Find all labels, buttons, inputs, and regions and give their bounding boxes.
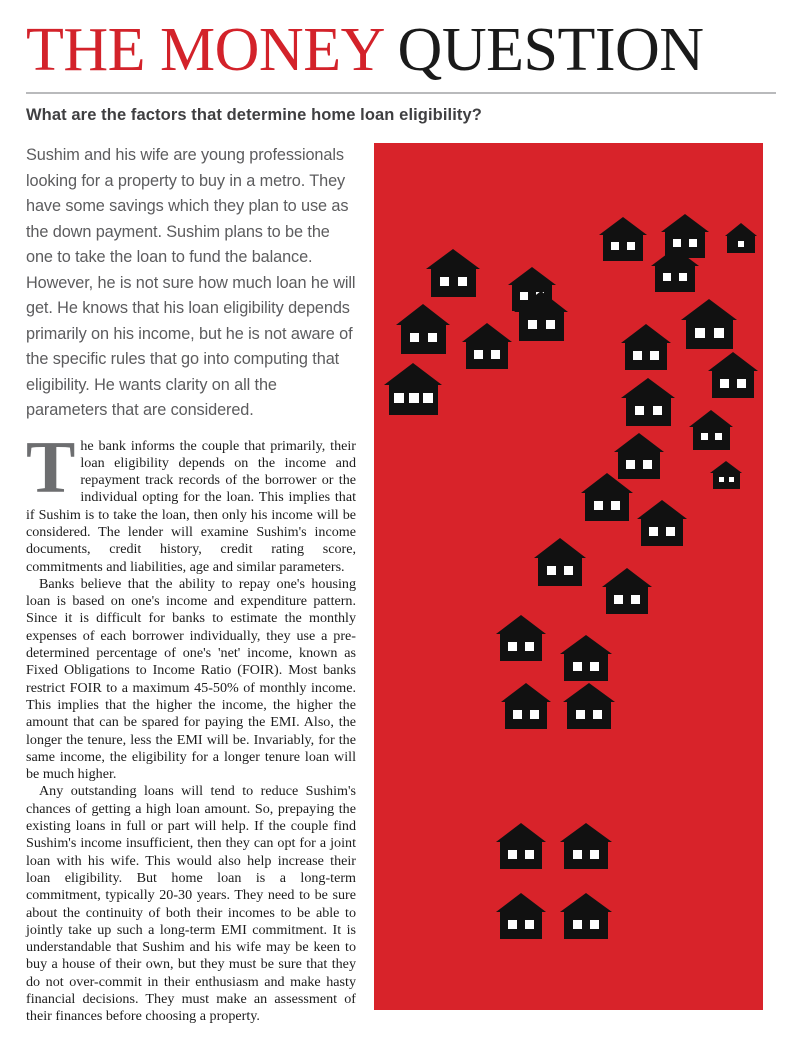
- house-body: [466, 342, 508, 369]
- house-window: [673, 239, 681, 247]
- house-body: [585, 493, 629, 521]
- house-window: [738, 241, 744, 247]
- house-window: [508, 850, 517, 859]
- house-roof: [384, 363, 442, 385]
- house-window: [576, 710, 585, 719]
- house-roof: [689, 410, 733, 427]
- house-window: [593, 710, 602, 719]
- house-window: [440, 277, 449, 286]
- house-window: [719, 477, 724, 482]
- house-icon: [501, 683, 551, 729]
- house-icon: [599, 217, 647, 261]
- house-roof: [501, 683, 551, 702]
- article-subhead: What are the factors that determine home loan eligibility?: [26, 106, 482, 124]
- house-window: [720, 379, 729, 388]
- house-roof: [581, 473, 633, 493]
- house-roof: [651, 248, 699, 266]
- house-roof: [602, 568, 652, 587]
- house-window: [491, 350, 500, 359]
- house-icon: [621, 378, 675, 426]
- house-icon: [496, 823, 546, 869]
- house-window: [525, 850, 534, 859]
- house-window: [508, 920, 517, 929]
- house-window: [635, 406, 644, 415]
- house-icon: [689, 410, 733, 450]
- house-icon: [534, 538, 586, 586]
- body-paragraph-1: he bank informs the couple that primarily, their loan eligibility depends on the income and repayment track records of the borrower or the individual opting for the loan. This implies that if Sushim is to take the loan, then only his income will be considered. The lender will examine Sushim's income documents, credit history, credit rating score, commitments and liabilities, age and similar parameters.: [26, 437, 356, 575]
- house-icon: [651, 248, 699, 292]
- house-window: [423, 393, 433, 403]
- house-icon: [681, 299, 737, 349]
- house-window: [614, 595, 623, 604]
- house-window: [715, 433, 722, 440]
- house-roof: [534, 538, 586, 558]
- house-roof: [560, 823, 612, 842]
- house-icon: [426, 249, 480, 297]
- house-body: [713, 473, 740, 489]
- house-window: [573, 920, 582, 929]
- house-icon: [724, 223, 757, 253]
- house-window: [650, 351, 659, 360]
- house-roof: [621, 378, 675, 398]
- house-window: [546, 320, 555, 329]
- header-divider: [26, 92, 776, 94]
- house-body: [603, 235, 643, 261]
- house-icon: [708, 352, 758, 398]
- house-icon: [560, 823, 612, 869]
- house-body: [519, 312, 564, 341]
- house-window: [590, 662, 599, 671]
- house-roof: [637, 500, 687, 519]
- house-icon: [602, 568, 652, 614]
- house-roof: [462, 323, 512, 342]
- house-roof: [621, 324, 671, 343]
- house-icon: [514, 291, 568, 341]
- body-text: [26, 426, 356, 1026]
- house-body: [564, 654, 608, 681]
- house-body: [606, 587, 648, 614]
- house-window: [508, 642, 517, 651]
- house-roof: [563, 683, 615, 702]
- house-icon: [710, 461, 742, 489]
- house-window: [428, 333, 437, 342]
- house-window: [547, 566, 556, 575]
- intro-paragraph: Sushim and his wife are young professionals looking for a property to buy in a metro. They have some savings which they plan to use as the down payment. Sushim plans to be the one to take the loan to fund the balance. However, he is not sure how much loan he will get. He knows that his loan eligibility depends primarily on his income, but he is not aware of the specific rules that go into computing that eligibility. He wants clarity on all the parameters that are considered.: [26, 146, 356, 419]
- house-body: [564, 912, 608, 939]
- house-roof: [396, 304, 450, 325]
- house-window: [409, 393, 419, 403]
- house-icon: [581, 473, 633, 521]
- house-window: [666, 527, 675, 536]
- house-window: [394, 393, 404, 403]
- house-body: [686, 320, 733, 349]
- house-roof: [681, 299, 737, 320]
- house-body: [500, 634, 542, 661]
- house-body: [564, 842, 608, 869]
- house-window: [590, 920, 599, 929]
- house-window: [611, 242, 619, 250]
- house-window: [573, 662, 582, 671]
- house-window: [627, 242, 635, 250]
- house-window: [590, 850, 599, 859]
- house-window: [701, 433, 708, 440]
- house-body: [712, 371, 754, 398]
- house-icon: [563, 683, 615, 729]
- text-column: [26, 143, 356, 1026]
- house-window: [663, 273, 671, 281]
- house-body: [500, 912, 542, 939]
- house-body: [655, 266, 695, 292]
- house-roof: [496, 823, 546, 842]
- article-content: [26, 143, 776, 1026]
- house-window: [729, 477, 734, 482]
- house-window: [633, 351, 642, 360]
- house-body: [389, 385, 438, 415]
- house-icon: [637, 500, 687, 546]
- house-icon: [496, 893, 546, 939]
- house-body: [505, 702, 547, 729]
- house-window: [525, 642, 534, 651]
- house-window: [458, 277, 467, 286]
- house-body: [693, 427, 730, 450]
- house-window: [564, 566, 573, 575]
- house-window: [679, 273, 687, 281]
- house-window: [525, 920, 534, 929]
- house-window: [643, 460, 652, 469]
- house-window: [689, 239, 697, 247]
- house-icon: [384, 363, 442, 415]
- house-window: [631, 595, 640, 604]
- house-roof: [426, 249, 480, 269]
- house-body: [431, 269, 476, 297]
- house-body: [567, 702, 611, 729]
- house-window: [626, 460, 635, 469]
- house-window: [653, 406, 662, 415]
- house-roof: [661, 214, 709, 232]
- house-body: [626, 398, 671, 426]
- page-title-dark: QUESTION: [382, 16, 704, 84]
- house-body: [500, 842, 542, 869]
- house-icon: [621, 324, 671, 370]
- house-body: [727, 236, 755, 253]
- house-window: [695, 328, 705, 338]
- house-window: [530, 710, 539, 719]
- house-roof: [708, 352, 758, 371]
- house-roof: [599, 217, 647, 235]
- house-window: [649, 527, 658, 536]
- illustration-column: [374, 143, 776, 1026]
- body-paragraph-3: Any outstanding loans will tend to reduce Sushim's chances of getting a high loan amount. So, prepaying the existing loans in full or part will help. If the couple find Sushim's income insufficient, then they can opt for a joint loan with his wife. This would also help increase their loan eligibility. But home loan is a long-term commitment, typically 20-30 years. They need to be sure about the continuity of both their incomes to be able to jointly take up such a long-term EMI commitment. It is understandable that Sushim and his wife may be keen to buy a house of their own, but they must be sure that they do not over-commit in their enthusiasm and make hasty financial decisions. They must make an assessment of their finances before choosing a property.: [26, 783, 356, 1025]
- house-window: [410, 333, 419, 342]
- question-mark-houses-illustration: [374, 143, 763, 1010]
- house-body: [401, 325, 446, 354]
- house-window: [528, 320, 537, 329]
- house-window: [573, 850, 582, 859]
- house-icon: [462, 323, 512, 369]
- house-roof: [560, 635, 612, 654]
- drop-cap: T: [26, 426, 76, 509]
- house-roof: [710, 461, 742, 473]
- house-window: [513, 710, 522, 719]
- house-window: [714, 328, 724, 338]
- masthead: [26, 0, 776, 82]
- house-window: [611, 501, 620, 510]
- house-roof: [496, 893, 546, 912]
- house-window: [474, 350, 483, 359]
- house-icon: [560, 893, 612, 939]
- house-body: [641, 519, 683, 546]
- house-icon: [396, 304, 450, 354]
- house-window: [594, 501, 603, 510]
- house-body: [538, 558, 582, 586]
- house-body: [625, 343, 667, 370]
- page-title: [26, 18, 776, 82]
- house-roof: [508, 267, 556, 285]
- house-roof: [560, 893, 612, 912]
- page-title-red: THE MONEY: [26, 16, 383, 84]
- house-window: [737, 379, 746, 388]
- house-icon: [496, 615, 546, 661]
- house-roof: [496, 615, 546, 634]
- body-paragraph-2: Banks believe that the ability to repay one's housing loan is based on one's income and expenditure pattern. Since it is difficult for banks to estimate the monthly expenses of each borrower individually, they use a pre-determined percentage of one's 'net' income, known as Fixed Obligations to Income Ratio (FOIR). Most banks restrict FOIR to a maximum 45-50% of monthly income. This implies that the higher the income, the higher the amount that can be spared for paying the EMI. Also, the longer the tenure, less the EMI will be. Invariably, for the same income, the eligibility for a longer tenure loan will be much higher.: [26, 575, 356, 783]
- house-roof: [614, 433, 664, 452]
- house-roof: [725, 223, 757, 236]
- house-roof: [514, 291, 568, 312]
- house-icon: [560, 635, 612, 681]
